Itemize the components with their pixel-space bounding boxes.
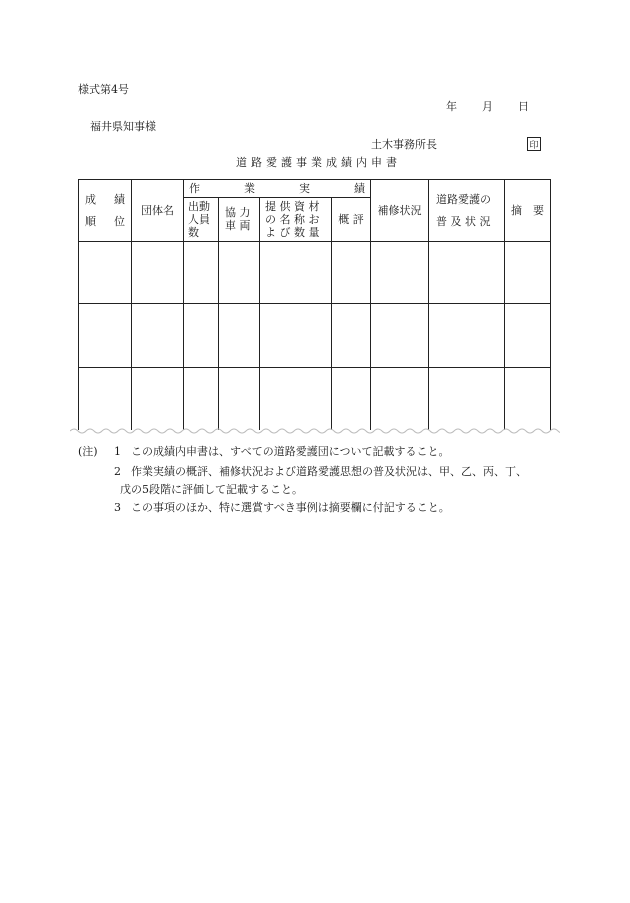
header-materials-2: の 名 称 お [265, 213, 320, 226]
header-work-4: 績 [354, 182, 365, 195]
date-year-label: 年 [446, 100, 457, 113]
note-1-text: この成績内申書は、すべての道路愛護団について記載すること。 [131, 445, 450, 458]
header-rank-2: 績 [114, 193, 125, 206]
addressee: 福井県知事様 [90, 120, 156, 133]
note-2-number: 2 [114, 465, 121, 478]
note-3-number: 3 [114, 501, 121, 514]
break-line [70, 425, 560, 437]
note-1-number: 1 [114, 445, 121, 458]
header-attendance-3: 数 [188, 226, 199, 239]
header-attendance-2: 人員 [188, 213, 210, 226]
note-2-continuation: 戊の5段階に評価して記載すること。 [120, 483, 303, 496]
header-work-3: 実 [299, 182, 310, 195]
header-rank-3: 順 [85, 215, 96, 228]
header-summary: 摘 要 [511, 204, 544, 217]
header-vehicles-1: 協 力 [225, 206, 251, 219]
notes-label: (注) [78, 445, 98, 458]
form-number: 様式第4号 [78, 83, 129, 96]
date-month-label: 月 [482, 100, 493, 113]
seal-stamp: 印 [527, 137, 541, 151]
note-2-text: 作業実績の概評、補修状況および道路愛護思想の普及状況は、甲、乙、丙、丁、 [131, 465, 527, 478]
date-day-label: 日 [518, 100, 529, 113]
header-rank-1: 成 [85, 193, 96, 206]
header-materials-1: 提 供 資 材 [265, 200, 320, 213]
header-attendance-1: 出動 [188, 200, 210, 213]
header-materials-3: よ び 数 量 [265, 226, 320, 239]
document-title: 道路愛護事業成績内申書 [236, 156, 401, 169]
header-group-name: 団体名 [141, 204, 174, 217]
header-repair-status: 補修状況 [377, 204, 422, 217]
header-work-2: 業 [244, 182, 255, 195]
note-3-text: この事項のほか、特に選賞すべき事例は摘要欄に付記すること。 [131, 501, 450, 514]
sender: 土木事務所長 [371, 138, 437, 151]
header-vehicles-2: 車 両 [225, 219, 251, 232]
header-evaluation: 概 評 [338, 213, 364, 226]
header-spread-2: 普 及 状 況 [436, 215, 491, 228]
header-rank-4: 位 [114, 215, 125, 228]
header-spread-1: 道路愛護の [436, 193, 491, 206]
header-work-1: 作 [189, 182, 200, 195]
